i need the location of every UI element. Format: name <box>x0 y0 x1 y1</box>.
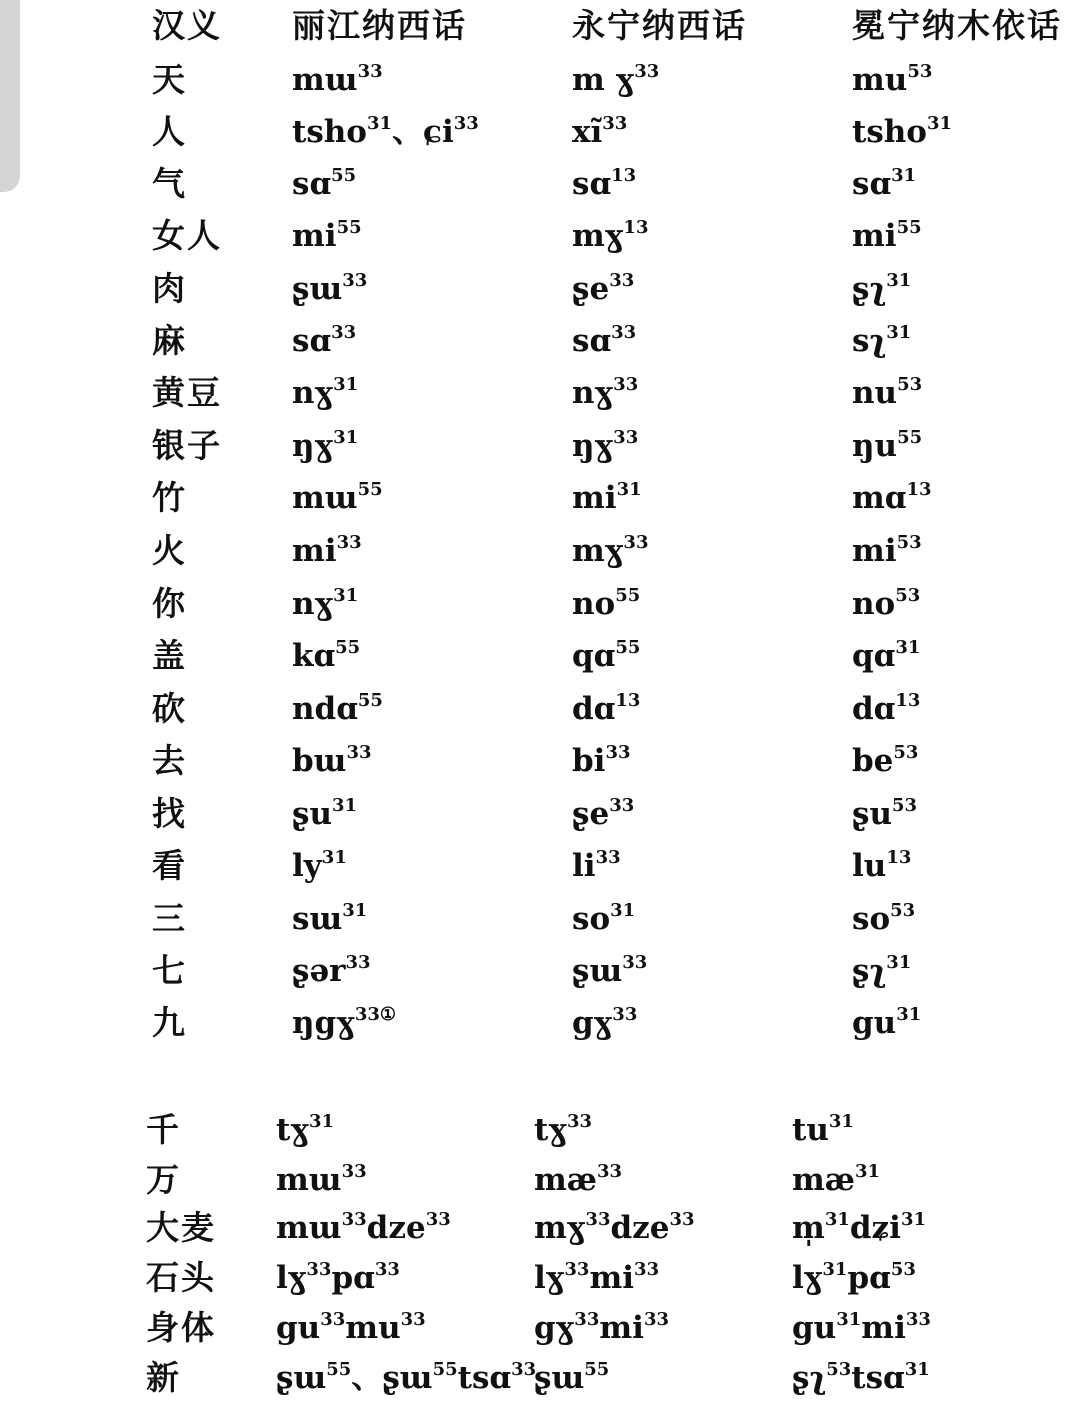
word-row <box>0 1154 1080 1206</box>
lijiang-form: tɣ$^{31}$ <box>276 1111 334 1148</box>
yongning-form: $so^{31}$ <box>572 900 636 937</box>
yongning-form: dɑ$^{13}$ <box>572 690 641 727</box>
lijiang-form: kɑ$^{55}$ <box>292 637 361 674</box>
lijiang-form: ʂɯ$^{55}$、ʂɯ$^{55}$tsɑ$^{33}$ <box>276 1359 537 1396</box>
gloss-cell: 气 <box>152 164 187 203</box>
mianning-form: $gu^{31}mi^{33}$ <box>792 1309 931 1346</box>
yongning-form: gɣ$^{33}$ <box>572 1004 638 1041</box>
gloss-cell: 去 <box>152 741 187 780</box>
mianning-form: $mæ^{31}$ <box>792 1161 881 1198</box>
mianning-form: $so^{53}$ <box>852 900 916 937</box>
mianning-form: tsho$^{31}$ <box>852 113 953 150</box>
mianning-form: $gu^{31}$ <box>852 1004 922 1041</box>
yongning-form: sɑ$^{13}$ <box>572 165 637 202</box>
gloss-cell: 银子 <box>152 426 222 465</box>
word-row <box>0 1252 1080 1304</box>
gloss-cell: 你 <box>152 584 187 623</box>
mianning-form: lɣ$^{31}$pɑ$^{53}$ <box>792 1259 916 1296</box>
mianning-form: $nu^{53}$ <box>852 374 923 411</box>
yongning-form: ʂɯ$^{55}$ <box>534 1359 610 1396</box>
mianning-form: $mi^{53}$ <box>852 532 922 569</box>
header-lijiang-naxi: 丽江纳西话 <box>292 6 467 45</box>
gloss-cell: 新 <box>146 1358 181 1397</box>
mianning-form: ʂʅ$^{31}$ <box>852 270 912 307</box>
gloss-cell: 黄豆 <box>152 373 222 412</box>
yongning-form: mɣ$^{33}$dze$^{33}$ <box>534 1209 695 1246</box>
yongning-form: mɣ$^{13}$ <box>572 217 649 254</box>
gloss-cell: 竹 <box>152 478 187 517</box>
mianning-form: ʂʅ$^{31}$ <box>852 952 912 989</box>
word-row <box>0 683 1080 735</box>
yongning-form: $mæ^{33}$ <box>534 1161 623 1198</box>
lijiang-form: nɣ$^{31}$ <box>292 374 359 411</box>
mianning-form: $lu^{13}$ <box>852 847 912 884</box>
lijiang-form: ndɑ$^{55}$ <box>292 690 383 727</box>
gloss-cell: 肉 <box>152 269 187 308</box>
mianning-form: $be^{53}$ <box>852 742 919 779</box>
word-row <box>0 997 1080 1049</box>
mianning-form: sɑ$^{31}$ <box>852 165 917 202</box>
word-row <box>0 263 1080 315</box>
gloss-cell: 看 <box>152 846 187 885</box>
gloss-cell: 砍 <box>152 689 187 728</box>
mianning-form: $tu^{31}$ <box>792 1111 854 1148</box>
mianning-form: qɑ$^{31}$ <box>852 637 921 674</box>
gloss-cell: 三 <box>152 899 187 938</box>
word-row <box>0 315 1080 367</box>
lijiang-form: sɑ$^{33}$ <box>292 322 357 359</box>
header-mianning-namuyi: 冕宁纳木依话 <box>852 6 1062 45</box>
gloss-cell: 女人 <box>152 216 222 255</box>
word-row <box>0 788 1080 840</box>
gloss-cell: 石头 <box>146 1258 216 1297</box>
header-yongning-naxi: 永宁纳西话 <box>572 6 747 45</box>
gloss-cell: 找 <box>152 794 187 833</box>
word-row <box>0 106 1080 158</box>
mianning-form: dɑ$^{13}$ <box>852 690 921 727</box>
word-row <box>0 893 1080 945</box>
yongning-form: $lɣ^{33}mi^{33}$ <box>534 1259 660 1296</box>
gloss-cell: 大麦 <box>146 1208 216 1247</box>
lijiang-form: mɯ$^{33}$ <box>276 1161 367 1198</box>
mianning-form: ʂʅ$^{53}$tsɑ$^{31}$ <box>792 1359 930 1396</box>
lijiang-form: ʂər$^{33}$ <box>292 952 371 989</box>
mianning-form: $no^{53}$ <box>852 585 921 622</box>
word-row <box>0 945 1080 997</box>
lijiang-form: tsho$^{31}$、ɕi$^{33}$ <box>292 113 479 150</box>
word-row <box>0 1352 1080 1404</box>
yongning-form: $no^{55}$ <box>572 585 641 622</box>
lijiang-form: lɣ$^{33}$pɑ$^{33}$ <box>276 1259 400 1296</box>
lijiang-form: ʂɯ$^{33}$ <box>292 270 368 307</box>
word-row <box>0 210 1080 262</box>
word-row <box>0 1202 1080 1254</box>
gloss-cell: 身体 <box>146 1308 216 1347</box>
lijiang-form: mɯ$^{33}$ <box>292 61 383 98</box>
lijiang-form: bɯ$^{33}$ <box>292 742 372 779</box>
mianning-form: sʅ$^{31}$ <box>852 322 912 359</box>
word-row <box>0 840 1080 892</box>
word-row <box>0 420 1080 472</box>
lijiang-form: ŋgɣ$^{33①}$ <box>292 1004 397 1041</box>
yongning-form: $mi^{31}$ <box>572 479 642 516</box>
gloss-cell: 千 <box>146 1110 181 1149</box>
lijiang-form: $ly^{31}$ <box>292 847 347 884</box>
mianning-form: m̩$^{31}$dʑi$^{31}$ <box>792 1209 926 1246</box>
yongning-form: ŋɣ$^{33}$ <box>572 427 639 464</box>
mianning-form: ʂu$^{53}$ <box>852 795 918 832</box>
lijiang-form: sɯ$^{31}$ <box>292 900 368 937</box>
header-gloss: 汉义 <box>152 6 222 45</box>
gloss-cell: 火 <box>152 531 187 570</box>
yongning-form: m ɣ$^{33}$ <box>572 61 660 98</box>
lijiang-form: ŋɣ$^{31}$ <box>292 427 359 464</box>
yongning-form: tɣ$^{33}$ <box>534 1111 592 1148</box>
yongning-form: ʂɯ$^{33}$ <box>572 952 648 989</box>
yongning-form: $xĩ^{33}$ <box>572 113 628 150</box>
gloss-cell: 麻 <box>152 321 187 360</box>
word-row <box>0 525 1080 577</box>
header-row <box>0 0 1080 52</box>
word-row <box>0 630 1080 682</box>
yongning-form: mɣ$^{33}$ <box>572 532 649 569</box>
gloss-cell: 盖 <box>152 636 187 675</box>
word-row <box>0 472 1080 524</box>
yongning-form: ʂe$^{33}$ <box>572 795 635 832</box>
word-row <box>0 54 1080 106</box>
mianning-form: $ŋu^{55}$ <box>852 427 923 464</box>
word-row <box>0 158 1080 210</box>
word-row <box>0 367 1080 419</box>
lijiang-form: sɑ$^{55}$ <box>292 165 357 202</box>
yongning-form: ʂe$^{33}$ <box>572 270 635 307</box>
mianning-form: $mu^{53}$ <box>852 61 933 98</box>
mianning-form: mɑ$^{13}$ <box>852 479 932 516</box>
mianning-form: $mi^{55}$ <box>852 217 922 254</box>
word-row <box>0 735 1080 787</box>
yongning-form: $gɣ^{33}mi^{33}$ <box>534 1309 669 1346</box>
lijiang-form: mɯ$^{55}$ <box>292 479 383 516</box>
gloss-cell: 天 <box>152 60 187 99</box>
yongning-form: $bi^{33}$ <box>572 742 631 779</box>
lijiang-form: mɯ$^{33}$dze$^{33}$ <box>276 1209 451 1246</box>
gloss-cell: 七 <box>152 951 187 990</box>
lijiang-form: $gu^{33}mu^{33}$ <box>276 1309 426 1346</box>
word-row <box>0 1104 1080 1156</box>
word-row <box>0 1302 1080 1354</box>
lijiang-form: ʂu$^{31}$ <box>292 795 358 832</box>
lijiang-form: nɣ$^{31}$ <box>292 585 359 622</box>
yongning-form: sɑ$^{33}$ <box>572 322 637 359</box>
yongning-form: $li^{33}$ <box>572 847 621 884</box>
lijiang-form: $mi^{33}$ <box>292 532 362 569</box>
lijiang-form: $mi^{55}$ <box>292 217 362 254</box>
gloss-cell: 九 <box>152 1003 187 1042</box>
gloss-cell: 人 <box>152 112 187 151</box>
word-row <box>0 578 1080 630</box>
yongning-form: nɣ$^{33}$ <box>572 374 639 411</box>
gloss-cell: 万 <box>146 1160 181 1199</box>
yongning-form: qɑ$^{55}$ <box>572 637 641 674</box>
